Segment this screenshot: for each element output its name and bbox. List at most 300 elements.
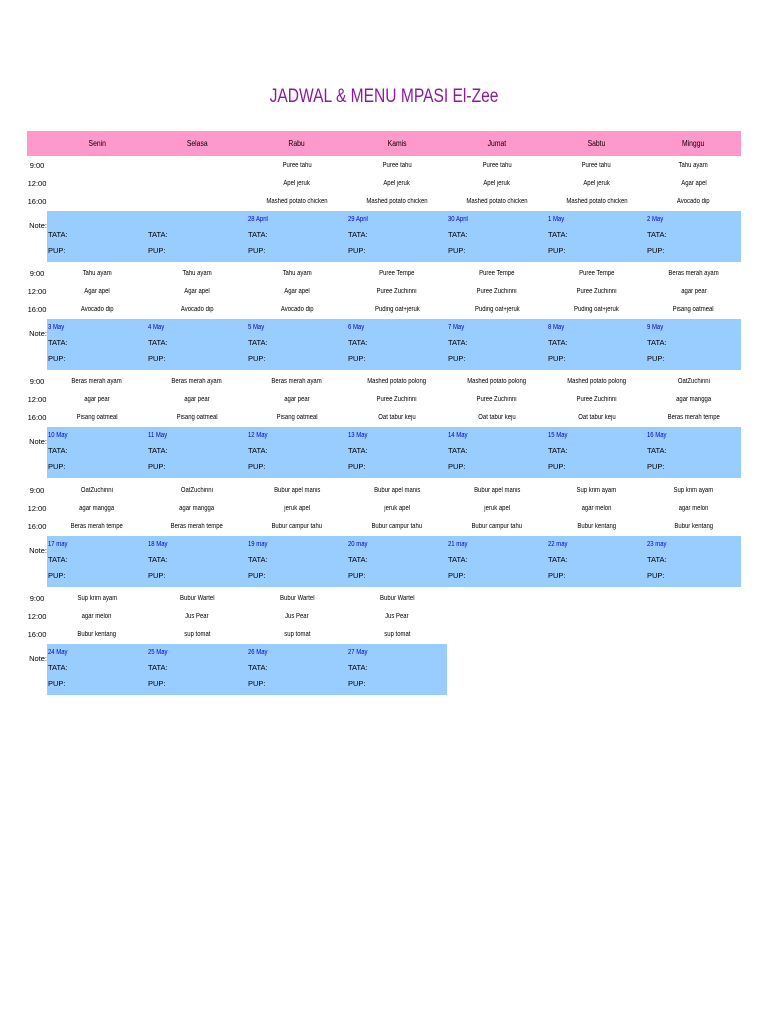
date-row <box>248 645 346 660</box>
meal-cell <box>347 158 447 174</box>
date-label: 7 May <box>448 324 465 331</box>
note-cell <box>148 212 246 259</box>
pup-label: PUP: <box>148 246 166 255</box>
meal-cell <box>247 609 347 625</box>
meal-cell <box>347 501 447 517</box>
date-row <box>248 428 346 443</box>
pup-label: PUP: <box>148 571 166 580</box>
date-label: 10 May <box>48 432 68 439</box>
meal-text: sup tomat <box>383 631 411 638</box>
meal-cell <box>646 374 741 390</box>
note-label: Note: <box>29 437 47 446</box>
meal-cell <box>547 374 646 390</box>
note-cell <box>48 320 146 367</box>
meal-cell <box>547 284 646 300</box>
meal-cell <box>147 392 247 408</box>
time-label: 16:00 <box>27 413 47 422</box>
date-row <box>48 320 146 335</box>
tata-label: TATA: <box>647 338 667 347</box>
day-label: Selasa <box>186 139 208 148</box>
meal-text: Bubur apel manis <box>473 487 521 494</box>
meal-text: agar pear <box>680 288 707 295</box>
note-cell <box>48 645 146 692</box>
meal-cell <box>547 302 646 318</box>
meal-text: Mashed potato chicken <box>366 198 428 205</box>
meal-text: agar pear <box>184 396 210 403</box>
note-label: Note: <box>29 654 47 663</box>
tata-label: TATA: <box>448 230 468 239</box>
meal-cell <box>147 591 247 607</box>
date-row <box>248 320 346 335</box>
time-label: 16:00 <box>27 522 47 531</box>
meal-text: Sup krim ayam <box>77 595 117 602</box>
note-cell <box>448 212 546 259</box>
pup-label: PUP: <box>248 246 266 255</box>
tata-label: TATA: <box>348 663 368 672</box>
meal-cell <box>247 627 347 643</box>
tata-label: TATA: <box>148 663 168 672</box>
meal-cell <box>547 501 646 517</box>
meal-text: Apel jeruk <box>283 180 311 187</box>
meal-text: Puree Tempe <box>479 270 515 277</box>
date-label: 3 May <box>48 324 65 331</box>
meal-cell <box>247 501 347 517</box>
day-header <box>646 131 741 156</box>
meal-cell <box>646 501 741 517</box>
meal-cell <box>646 266 741 282</box>
pup-label: PUP: <box>548 246 566 255</box>
meal-text: Jus Pear <box>285 613 309 620</box>
meal-cell <box>447 284 547 300</box>
meal-text: Beras merah tempe <box>170 523 224 530</box>
meal-cell <box>646 410 741 426</box>
note-cell <box>548 428 645 475</box>
meal-cell <box>347 266 447 282</box>
meal-cell <box>147 176 247 192</box>
meal-cell <box>247 194 347 210</box>
date-row <box>647 320 740 335</box>
pup-label: PUP: <box>647 462 665 471</box>
note-cell <box>248 320 346 367</box>
note-cell <box>548 212 645 259</box>
day-label: Sabtu <box>587 139 606 148</box>
meal-cell <box>646 158 741 174</box>
date-label: 18 May <box>148 541 168 548</box>
meal-text: Puree Zuchinni <box>576 396 617 403</box>
meal-text: Agar apel <box>284 288 310 295</box>
note-cell <box>248 645 346 692</box>
date-row <box>148 537 246 552</box>
tata-label: TATA: <box>548 555 568 564</box>
meal-cell <box>547 158 646 174</box>
tata-label: TATA: <box>248 338 268 347</box>
time-label: 16:00 <box>27 197 47 206</box>
meal-cell <box>47 627 147 643</box>
meal-text: Bubur kentang <box>577 523 616 530</box>
pup-label: PUP: <box>148 462 166 471</box>
note-cell <box>647 428 740 475</box>
date-label: 24 May <box>48 649 68 656</box>
meal-cell <box>347 392 447 408</box>
meal-text: Beras merah tempe <box>70 523 124 530</box>
tata-label: TATA: <box>48 230 68 239</box>
meal-cell <box>147 519 247 535</box>
tata-label: TATA: <box>448 555 468 564</box>
meal-text: Pisang oatmeal <box>76 414 118 421</box>
meal-cell <box>447 176 547 192</box>
pup-label: PUP: <box>148 679 166 688</box>
date-row <box>348 320 446 335</box>
meal-cell <box>347 519 447 535</box>
meal-cell <box>447 266 547 282</box>
meal-text: Beras merah ayam <box>668 270 719 277</box>
date-label: 29 April <box>348 216 368 223</box>
note-cell <box>548 537 645 584</box>
pup-label: PUP: <box>148 354 166 363</box>
meal-text: Mashed potato chicken <box>466 198 528 205</box>
time-label: 9:00 <box>29 269 45 278</box>
meal-text: OatZuchinni <box>677 378 710 385</box>
date-row <box>548 428 645 443</box>
date-label: 17 may <box>48 541 68 548</box>
tata-label: TATA: <box>647 555 667 564</box>
note-label: Note: <box>29 329 47 338</box>
day-label: Jumat <box>487 139 507 148</box>
meal-text: Avocado dip <box>677 198 710 205</box>
meal-cell <box>547 194 646 210</box>
pup-label: PUP: <box>348 571 366 580</box>
pup-label: PUP: <box>348 354 366 363</box>
meal-text: Mashed potato polong <box>567 378 626 385</box>
date-row <box>348 428 446 443</box>
pup-label: PUP: <box>348 462 366 471</box>
meal-cell <box>646 519 741 535</box>
meal-text: Beras merah ayam <box>171 378 223 385</box>
meal-text: Bubur kentang <box>77 631 117 638</box>
pup-label: PUP: <box>448 246 466 255</box>
meal-cell <box>646 176 741 192</box>
meal-text: Pisang oatmeal <box>176 414 218 421</box>
date-row <box>48 537 146 552</box>
pup-label: PUP: <box>348 679 366 688</box>
meal-cell <box>547 483 646 499</box>
day-label: Minggu <box>682 139 705 148</box>
meal-cell <box>547 392 646 408</box>
time-label: 12:00 <box>27 179 47 188</box>
meal-cell <box>447 194 547 210</box>
date-row <box>348 645 446 660</box>
date-row <box>647 537 740 552</box>
note-cell <box>148 428 246 475</box>
pup-label: PUP: <box>48 679 66 688</box>
meal-text: Bubur campur tahu <box>271 523 323 530</box>
time-label: 16:00 <box>27 305 47 314</box>
tata-label: TATA: <box>248 555 268 564</box>
note-cell <box>248 212 346 259</box>
meal-text: Bubur apel manis <box>373 487 421 494</box>
meal-cell <box>47 501 147 517</box>
note-cell <box>448 320 546 367</box>
meal-cell <box>447 519 547 535</box>
note-cell <box>248 537 346 584</box>
meal-text: Mashed potato chicken <box>266 198 328 205</box>
note-cell <box>48 537 146 584</box>
tata-label: TATA: <box>548 338 568 347</box>
meal-cell <box>447 501 547 517</box>
time-label: 12:00 <box>27 612 47 621</box>
note-cell <box>48 428 146 475</box>
meal-text: Sup krim ayam <box>673 487 714 494</box>
date-row <box>148 320 246 335</box>
date-row <box>148 645 246 660</box>
meal-cell <box>47 483 147 499</box>
meal-cell <box>147 483 247 499</box>
meal-text: Puree tahu <box>282 162 312 169</box>
tata-label: TATA: <box>248 663 268 672</box>
tata-label: TATA: <box>48 555 68 564</box>
meal-text: agar pear <box>284 396 310 403</box>
meal-text: Apel jeruk <box>483 180 511 187</box>
meal-text: Mashed potato polong <box>467 378 527 385</box>
meal-cell <box>147 284 247 300</box>
meal-cell <box>347 410 447 426</box>
pup-label: PUP: <box>48 462 66 471</box>
day-header <box>147 131 247 156</box>
meal-text: Avocado dip <box>80 306 114 313</box>
date-row <box>548 537 645 552</box>
meal-text: Puding oat+jeruk <box>374 306 420 313</box>
meal-text: Agar apel <box>184 288 210 295</box>
day-header <box>247 131 347 156</box>
date-label: 28 April <box>248 216 268 223</box>
meal-cell <box>347 609 447 625</box>
meal-cell <box>347 284 447 300</box>
date-label: 30 April <box>448 216 468 223</box>
date-label: 26 May <box>248 649 268 656</box>
day-header <box>447 131 547 156</box>
meal-cell <box>147 158 247 174</box>
meal-cell <box>147 627 247 643</box>
date-label: 9 May <box>647 324 664 331</box>
meal-cell <box>47 158 147 174</box>
date-label: 13 May <box>348 432 368 439</box>
meal-text: Puding oat+jeruk <box>474 306 520 313</box>
tata-label: TATA: <box>548 230 568 239</box>
note-cell <box>647 320 740 367</box>
meal-text: Puree tahu <box>382 162 412 169</box>
meal-cell <box>47 266 147 282</box>
note-cell <box>647 212 740 259</box>
meal-text: Bubur campur tahu <box>471 523 523 530</box>
note-cell <box>548 320 645 367</box>
meal-cell <box>447 374 547 390</box>
meal-cell <box>47 302 147 318</box>
meal-text: Tahu ayam <box>282 270 312 277</box>
meal-text: Oat tabur keju <box>478 414 516 421</box>
meal-cell <box>646 302 741 318</box>
meal-cell <box>347 591 447 607</box>
meal-cell <box>147 501 247 517</box>
meal-cell <box>47 374 147 390</box>
meal-cell <box>347 176 447 192</box>
day-label: Kamis <box>387 139 407 148</box>
day-label: Senin <box>88 139 106 148</box>
pup-label: PUP: <box>248 679 266 688</box>
meal-text: sup tomat <box>183 631 211 638</box>
meal-cell <box>547 266 646 282</box>
pup-label: PUP: <box>448 462 466 471</box>
date-row <box>548 320 645 335</box>
time-label: 12:00 <box>27 504 47 513</box>
date-row <box>448 320 546 335</box>
meal-text: Puree tahu <box>482 162 512 169</box>
meal-text: Bubur campur tahu <box>371 523 423 530</box>
meal-text: agar pear <box>84 396 110 403</box>
note-cell <box>348 212 446 259</box>
tata-label: TATA: <box>148 338 168 347</box>
meal-text: Tahu ayam <box>182 270 212 277</box>
date-row <box>148 212 246 227</box>
meal-cell <box>247 519 347 535</box>
meal-text: Puree Zuchinni <box>376 396 418 403</box>
meal-cell <box>347 302 447 318</box>
meal-text: Agar apel <box>680 180 707 187</box>
meal-text: Oat tabur keju <box>378 414 416 421</box>
time-label: 9:00 <box>29 377 45 386</box>
meal-text: Beras merah tempe <box>667 414 720 421</box>
meal-text: Pisang oatmeal <box>672 306 715 313</box>
date-label: 15 May <box>548 432 568 439</box>
date-row <box>448 212 546 227</box>
tata-label: TATA: <box>448 446 468 455</box>
header-row <box>27 131 741 156</box>
pup-label: PUP: <box>348 246 366 255</box>
meal-cell <box>47 609 147 625</box>
meal-cell <box>247 302 347 318</box>
date-label: 5 May <box>248 324 265 331</box>
date-row <box>448 537 546 552</box>
time-label: 9:00 <box>29 161 45 170</box>
time-label: 16:00 <box>27 630 47 639</box>
meal-text: agar melon <box>581 505 612 512</box>
meal-text: agar melon <box>82 613 112 620</box>
pup-label: PUP: <box>448 571 466 580</box>
date-label: 21 may <box>448 541 468 548</box>
meal-text: Sup krim ayam <box>576 487 617 494</box>
meal-cell <box>247 410 347 426</box>
date-label: 11 May <box>148 432 168 439</box>
tata-label: TATA: <box>348 446 368 455</box>
pup-label: PUP: <box>548 571 566 580</box>
meal-text: Agar apel <box>84 288 110 295</box>
time-label: 12:00 <box>27 395 47 404</box>
meal-cell <box>447 410 547 426</box>
day-header <box>347 131 447 156</box>
meal-text: Puree Zuchinni <box>476 288 518 295</box>
meal-cell <box>247 591 347 607</box>
meal-cell <box>447 392 547 408</box>
pup-label: PUP: <box>647 246 665 255</box>
meal-text: Jus Pear <box>185 613 209 620</box>
date-label: 4 May <box>148 324 165 331</box>
meal-text: Avocado dip <box>180 306 214 313</box>
pup-label: PUP: <box>248 462 266 471</box>
meal-cell <box>247 176 347 192</box>
date-row <box>248 537 346 552</box>
meal-cell <box>347 627 447 643</box>
meal-text: Puree Tempe <box>578 270 615 277</box>
meal-text: Beras merah ayam <box>271 378 323 385</box>
meal-text: jeruk apel <box>484 505 510 512</box>
meal-text: Mashed potato chicken <box>565 198 628 205</box>
date-row <box>148 428 246 443</box>
meal-text: sup tomat <box>283 631 311 638</box>
date-row <box>48 645 146 660</box>
meal-cell <box>47 519 147 535</box>
meal-text: Pisang oatmeal <box>276 414 318 421</box>
page-title: JADWAL & MENU MPASI El-Zee <box>269 86 499 107</box>
meal-text: Mashed potato polong <box>367 378 427 385</box>
date-label: 20 may <box>348 541 368 548</box>
meal-text: Bubur Wartel <box>179 595 215 602</box>
meal-text: Puree Tempe <box>379 270 415 277</box>
date-row <box>548 212 645 227</box>
note-label: Note: <box>29 221 47 230</box>
day-header <box>47 131 147 156</box>
tata-label: TATA: <box>348 338 368 347</box>
time-label: 9:00 <box>29 486 45 495</box>
tata-label: TATA: <box>448 338 468 347</box>
meal-text: agar mangga <box>675 396 712 403</box>
note-cell <box>647 537 740 584</box>
day-label: Rabu <box>288 139 306 148</box>
date-row <box>348 212 446 227</box>
pup-label: PUP: <box>248 571 266 580</box>
tata-label: TATA: <box>48 663 68 672</box>
pup-label: PUP: <box>548 462 566 471</box>
note-cell <box>48 212 146 259</box>
meal-text: agar mangga <box>179 505 215 512</box>
tata-label: TATA: <box>248 446 268 455</box>
tata-label: TATA: <box>348 230 368 239</box>
tata-label: TATA: <box>148 555 168 564</box>
meal-cell <box>47 591 147 607</box>
date-label: 22 may <box>548 541 568 548</box>
date-label: 25 May <box>148 649 168 656</box>
meal-text: Bubur Wartel <box>379 595 415 602</box>
meal-cell <box>147 410 247 426</box>
tata-label: TATA: <box>48 338 68 347</box>
day-header <box>547 131 646 156</box>
pup-label: PUP: <box>647 571 665 580</box>
meal-cell <box>447 302 547 318</box>
date-label: 1 May <box>548 216 565 223</box>
pup-label: PUP: <box>48 571 66 580</box>
meal-text: Bubur kentang <box>674 523 713 530</box>
meal-text: Oat tabur keju <box>577 414 616 421</box>
meal-text: Puree Zuchinni <box>376 288 418 295</box>
date-label: 16 May <box>647 432 667 439</box>
meal-cell <box>447 158 547 174</box>
meal-text: Beras merah ayam <box>71 378 123 385</box>
meal-cell <box>247 392 347 408</box>
note-cell <box>148 320 246 367</box>
note-label: Note: <box>29 546 47 555</box>
meal-text: Puree tahu <box>581 162 612 169</box>
meal-cell <box>347 374 447 390</box>
date-row <box>48 212 146 227</box>
meal-text: Puree Zuchinni <box>576 288 617 295</box>
